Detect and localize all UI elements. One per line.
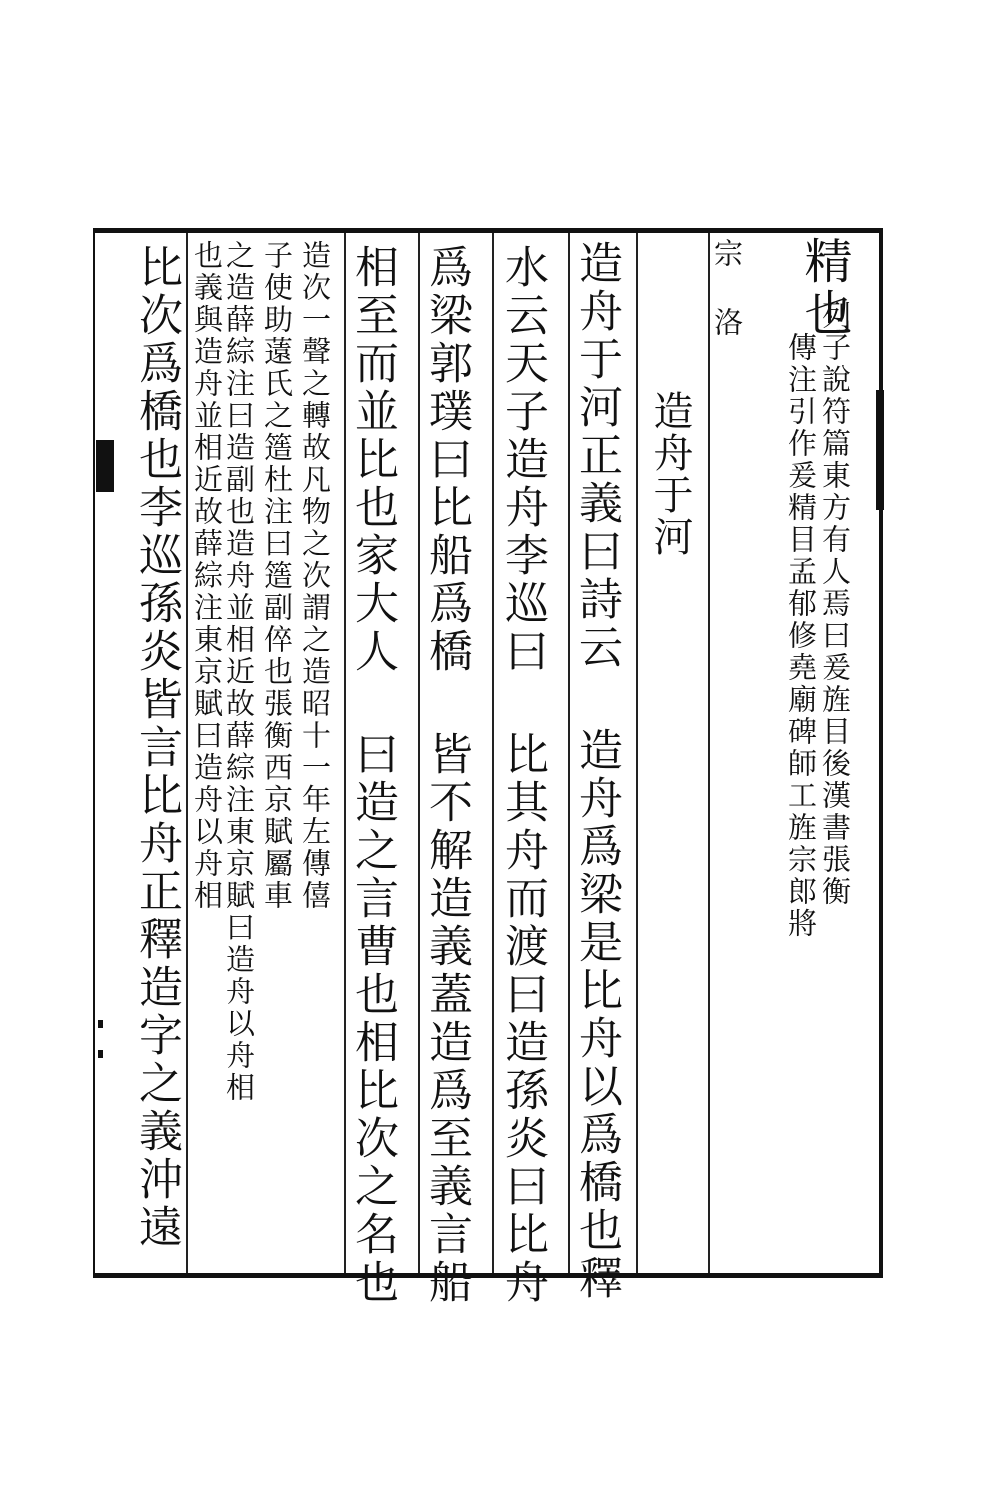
text-column-5: 造舟于河正義曰詩云 造舟爲梁是比舟以爲橋也釋 xyxy=(571,240,622,1303)
ink-dot-mark xyxy=(98,1050,103,1058)
text-column-7: 爲梁郭璞曰比船爲橋 皆不解造義蓋造爲至義言船 xyxy=(421,244,472,1307)
ink-edge-mark xyxy=(876,390,884,510)
column-rule xyxy=(492,233,494,1273)
column-rule xyxy=(344,233,346,1273)
column-rule xyxy=(418,233,420,1273)
column-rule xyxy=(708,233,710,1273)
text-column-1-note-b: 傳注引作爰精目孟郁修堯廟碑師工旌宗郎將 xyxy=(784,332,818,940)
column-rule xyxy=(186,233,188,1273)
ink-block-mark xyxy=(96,440,114,492)
text-column-1: 精也 xyxy=(796,236,852,340)
text-column-2: 宗 洛 xyxy=(710,238,744,339)
text-column-10: 子使助薳氏之簉杜注曰簉副倅也張衡西京賦屬車 xyxy=(260,240,294,912)
text-column-8: 相至而並比也家大人 曰造之言曹也相比次之名也 xyxy=(347,244,398,1307)
text-column-13: 比次爲橋也李巡孫炎皆言比舟正釋造字之義沖遠 xyxy=(131,244,182,1252)
column-rule xyxy=(568,233,570,1273)
column-rule xyxy=(636,233,638,1273)
ink-dot-mark xyxy=(98,1020,103,1028)
text-column-12: 也義與造舟並相近故薛綜注東京賦曰造舟以舟相 xyxy=(190,240,224,912)
text-column-9: 造次一聲之轉故凡物之次謂之造昭十一年左傳僖 xyxy=(298,240,332,912)
text-column-1-note-a: 列子說符篇東方有人焉曰爰旌目後漢書張衡 xyxy=(818,300,852,908)
text-column-6: 水云天子造舟李巡曰 比其舟而渡曰造孫炎曰比舟 xyxy=(497,244,548,1307)
section-heading: 造舟于河 xyxy=(647,390,693,558)
text-column-11: 之造薛綜注曰造副也造舟並相近故薛綜注東京賦曰造舟以舟相 xyxy=(222,240,256,1104)
